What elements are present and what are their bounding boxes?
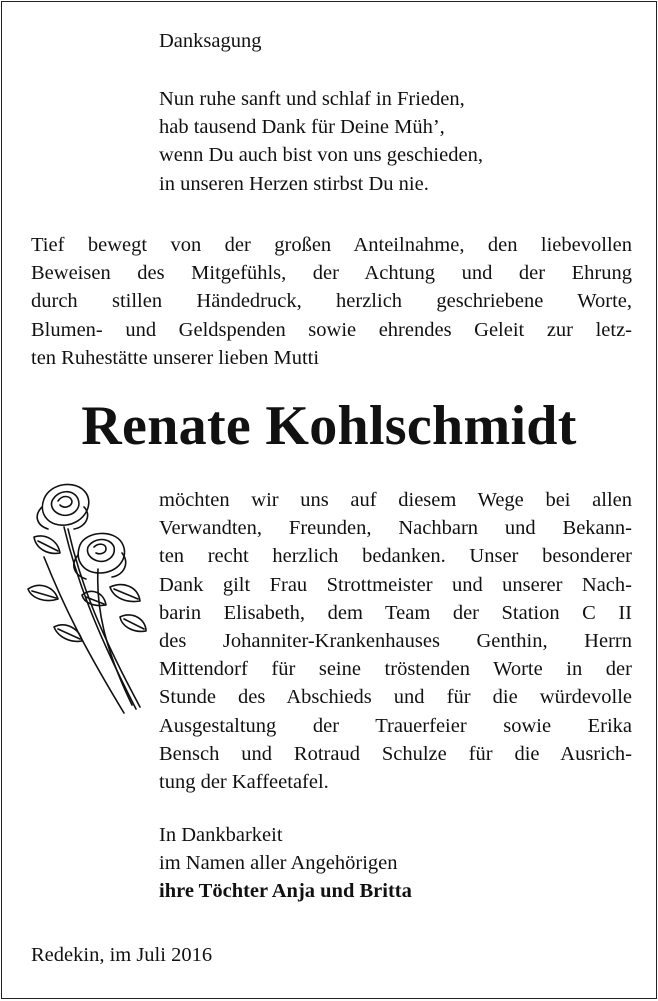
poem-line: wenn Du auch bist von uns geschieden,: [159, 144, 483, 167]
thanks-line: Mittendorf für seine tröstenden Worte in der: [159, 658, 632, 681]
poem-line: in unseren Herzen stirbst Du nie.: [159, 172, 429, 195]
intro-line: Tief bewegt von der großen Anteilnahme, den liebevollen: [31, 234, 632, 256]
place-date: Redekin, im Juli 2016: [31, 944, 213, 966]
obituary-notice: [1, 1, 657, 999]
thanks-line: Ausgestaltung der Trauerfeier sowie Erika: [159, 714, 632, 737]
closing-block: [159, 821, 412, 906]
intro-paragraph: [31, 231, 632, 372]
thanks-line: ten recht herzlich bedanken. Unser besonderer: [159, 545, 632, 568]
thanks-line: möchten wir uns auf diesem Wege bei allen: [159, 489, 632, 511]
intro-line: durch stillen Händedruck, herzlich geschriebene Worte,: [31, 290, 632, 313]
thanks-line: Stunde des Abschieds und für die würdevolle: [159, 686, 632, 709]
closing-line: im Namen aller Angehörigen: [159, 852, 398, 875]
thanks-line: barin Elisabeth, dem Team der Station C II: [159, 601, 632, 624]
poem-line: Nun ruhe sanft und schlaf in Frieden,: [159, 88, 465, 110]
thanks-line: Bensch und Rotraud Schulze für die Ausrich-: [159, 742, 632, 765]
closing-line: In Dankbarkeit: [159, 824, 283, 846]
heading: Danksagung: [159, 30, 262, 52]
thanks-line: Dank gilt Frau Strottmeister und unserer Nach-: [159, 573, 632, 596]
poem-line: hab tausend Dank für Deine Müh’,: [159, 116, 445, 139]
thanks-line: tung der Kaffeetafel.: [159, 770, 329, 793]
thanks-line: Verwandten, Freunden, Nachbarn und Bekann-: [159, 517, 632, 540]
thanks-paragraph: [159, 486, 632, 796]
intro-line: ten Ruhestätte unserer lieben Mutti: [31, 346, 320, 369]
intro-line: Beweisen des Mitgefühls, der Achtung und der Ehrung: [31, 262, 632, 285]
rose-illustration-icon: [24, 477, 150, 717]
poem: [159, 85, 483, 198]
signature: ihre Töchter Anja und Britta: [159, 880, 412, 903]
thanks-line: des Johanniter-Krankenhauses Genthin, Herrn: [159, 629, 632, 652]
intro-line: Blumen- und Geldspenden sowie ehrendes Geleit zur letz-: [31, 318, 632, 341]
deceased-name: Renate Kohlschmidt: [81, 395, 577, 457]
